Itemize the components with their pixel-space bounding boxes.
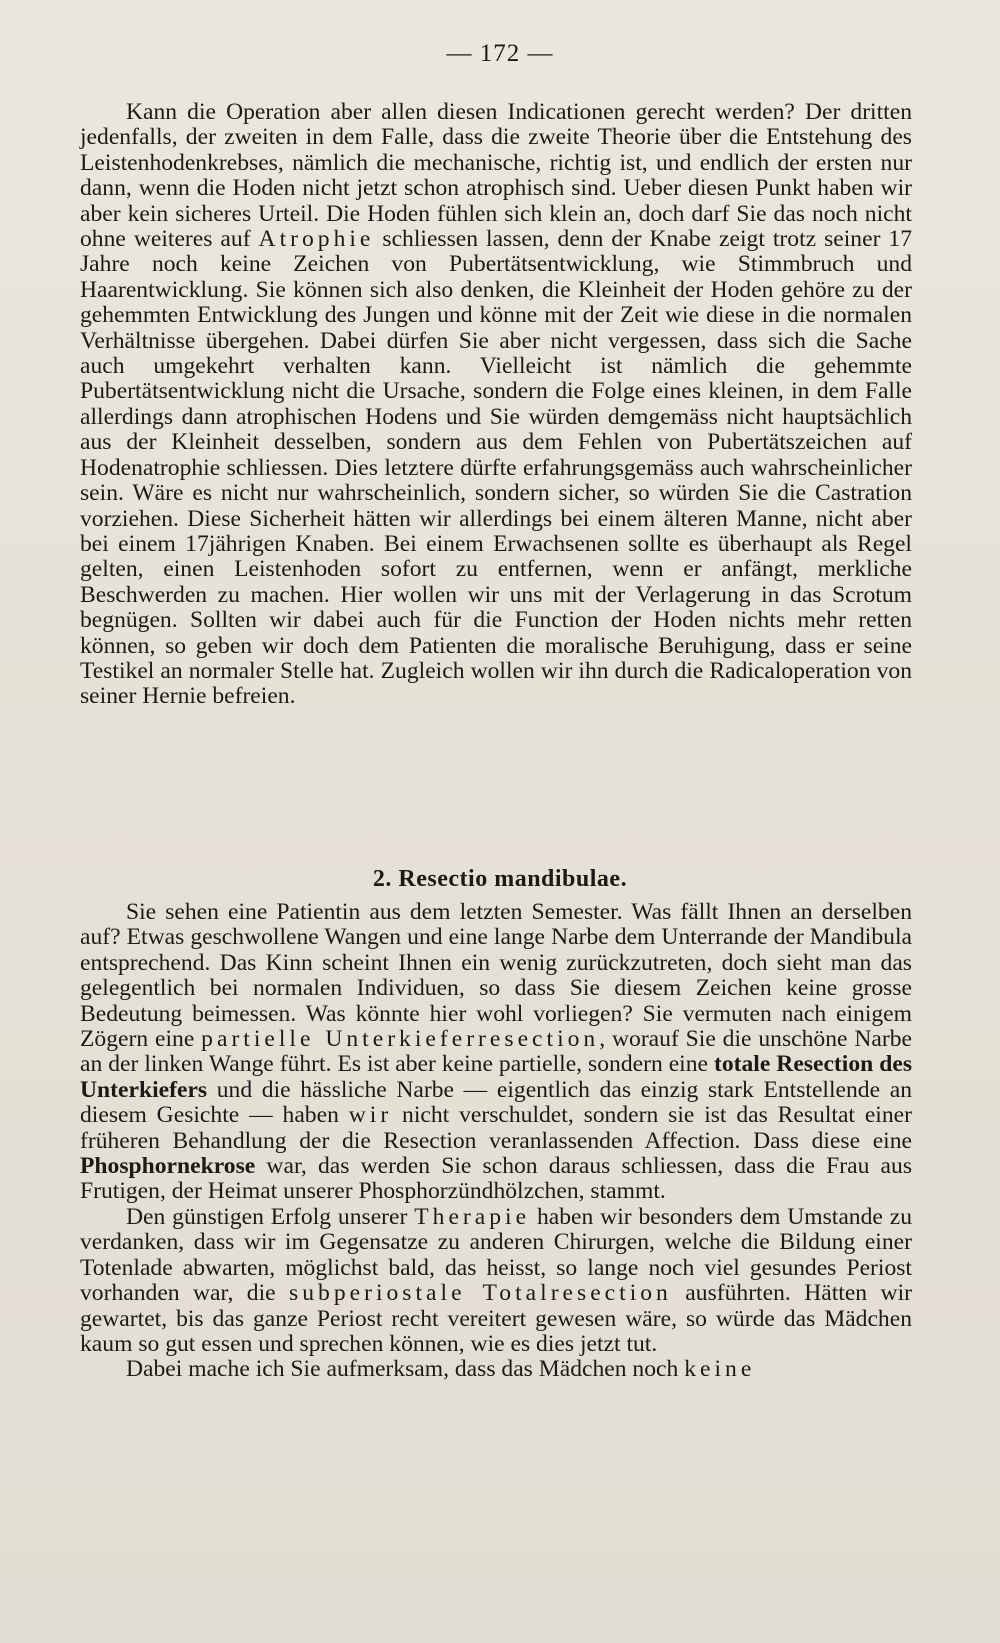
emphasized-text: partielle Unterkieferresection — [201, 1026, 600, 1053]
text-block-upper — [80, 100, 912, 710]
text-run: nicht verschuldet, sondern sie ist das Resultat einer früheren Behandlung der die Resection veranlassenden Affection. Dass diese eine — [80, 1102, 912, 1154]
emphasized-text: Therapie — [414, 1203, 531, 1230]
section-heading: 2. Resectio mandibulae. — [372, 866, 628, 892]
paragraph — [80, 100, 912, 710]
text-run: ausführten. Hätten wir gewartet, bis das ganze Periost recht vereitert gewesen wäre, so würde das Mädchen kaum so gut essen und sprechen können, wie es dies jetzt tut. — [80, 1280, 912, 1357]
text-run: Kann die Operation aber allen diesen Indicationen gerecht werden? Der dritten jedenfalls, der zweiten in dem Falle, dass die zweite Theorie über die Entstehung des Leistenhodenkrebses, nämlich die mechanische, richtig ist, und endlich der ersten nur dann, wenn die Hoden nicht jetzt schon atrophisch sind. Ueber diesen Punkt haben wir aber kein sicheres Urteil. Die Hoden fühlen sich klein an, doch darf Sie das noch nicht ohne weiteres auf — [80, 99, 912, 253]
emphasized-text: keine — [684, 1356, 756, 1383]
bold-term: totale Resection des Unterkiefers — [80, 1051, 912, 1103]
text-run: Sie sehen eine Patientin aus dem letzten Semester. Was fällt Ihnen an derselben auf? Etwas geschwollene Wangen und eine lange Narbe dem Unterrande der Mandibula entsprechend. Das Kinn scheint Ihnen ein wenig zurückzutreten, doch sieht man das gelegentlich bei normalen Individuen, so dass Sie diesem Zeichen keine grosse Bedeutung beimessen. Was könnte hier wohl vorliegen? Sie vermuten nach einigem Zögern eine — [80, 899, 912, 1053]
emphasized-text: subperiostale Totalresection — [289, 1280, 672, 1307]
bold-term: Phosphornekrose — [80, 1153, 256, 1180]
text-run: schliessen lassen, denn der Knabe zeigt trotz seiner 17 Jahre noch keine Zeichen von Pubertätsentwicklung, wie Stimmbruch und Haarentwicklung. Sie können sich also denken, die Kleinheit der Hoden gehöre zu der gehemmten Entwicklung des Jungen und könne mit der Zeit wie diese in die normalen Verhältnisse übergehen. Dabei dürfen Sie aber nicht vergessen, dass sich die Sache auch umgekehrt verhalten kann. Vielleicht ist nämlich die gehemmte Pubertätsentwicklung nicht die Ursache, sondern die Folge eines kleinen, in dem Falle allerdings dann atrophischen Hodens und Sie würden demgemäss nicht hauptsächlich aus der Kleinheit desselben, sondern aus dem Fehlen von Pubertätszeichen auf Hodenatrophie schliessen. Dies letztere dürfte erfahrungsgemäss auch wahrscheinlicher sein. Wäre es nicht nur wahrscheinlich, sondern sicher, so würden Sie die Castration vorziehen. Diese Sicherheit hätten wir allerdings bei einem älteren Manne, nicht aber bei einem 17jährigen Knaben. Bei einem Erwachsenen sollte es überhaupt als Regel gelten, einen Leistenhoden sofort zu entfernen, wenn er anfängt, merkliche Beschwerden zu machen. Hier wollen wir uns mit der Verlagerung in das Scrotum begnügen. Sollten wir dabei auch für die Function der Hoden nichts mehr retten können, so geben wir doch dem Patienten die moralische Beruhigung, dass er seine Testikel an normaler Stelle hat. Zugleich wollen wir ihn durch die Radicaloperation von seiner Hernie befreien. — [80, 226, 912, 710]
emphasized-text: Atrophie — [258, 226, 375, 253]
text-run: , worauf Sie die unschöne Narbe an der linken Wange führt. Es ist aber keine partielle, sondern eine — [80, 1026, 912, 1078]
text-run: war, das werden Sie schon daraus schliessen, dass die Frau aus Frutigen, der Heimat unserer Phosphorzündhölzchen, stammt. — [80, 1153, 912, 1205]
emphasized-text: wir — [348, 1102, 393, 1129]
text-run: und die hässliche Narbe — eigentlich das einzig stark Entstellende an diesem Gesichte — haben — [80, 1076, 912, 1129]
text-run: Den günstigen Erfolg unserer — [126, 1203, 415, 1230]
paragraph — [80, 1205, 912, 1357]
text-run: Dabei mache ich Sie aufmerksam, dass das Mädchen noch — [126, 1356, 685, 1383]
paragraph — [80, 1357, 912, 1382]
page-number: — 172 — — [446, 40, 554, 67]
paragraph — [80, 900, 912, 1205]
text-run: haben wir besonders dem Umstande zu verdanken, dass wir im Gegensatze zu anderen Chirurgen, welche die Bildung einer Totenlade abwarten, möglichst bald, das heisst, so lange noch viel gesundes Periost vorhanden war, die — [80, 1203, 912, 1307]
text-block-lower — [80, 900, 912, 1383]
